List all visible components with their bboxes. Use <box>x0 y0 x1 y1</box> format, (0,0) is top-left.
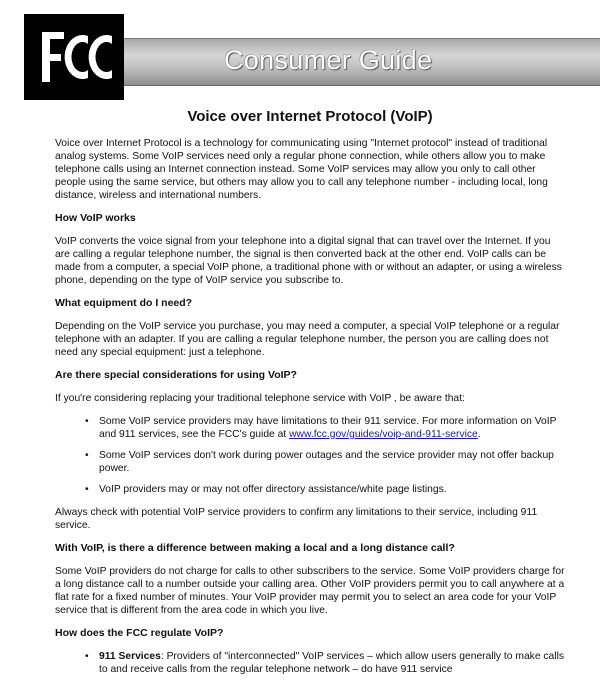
intro-paragraph: Voice over Internet Protocol is a technology for communicating using "Internet protocol" instead of traditional analog systems. Some VoIP services need only a regular phone connection, while others allow you to make telephone calls using an Internet connection instead. Some VoIP services may allow you only to call other people using the same service, but others may allow you to call any telephone number - including local, long distance, wireless and international numbers. <box>55 138 548 201</box>
bullet-icon: • <box>85 651 89 662</box>
consumer-guide-banner <box>124 38 600 86</box>
term-911-services: 911 Services <box>99 651 161 662</box>
section-body-local-long-distance: Some VoIP providers do not charge for calls to other subscribers to the service. Some VoIP providers charge for a long distance call to a number outside your calling area. Other VoIP providers permit you to call anywhere at a flat rate for a fixed number of minutes. Your VoIP provider may permit you to select an area code for your VoIP service that is different from the area code in which you live. <box>55 566 565 616</box>
list-item: • 911 Services: Providers of "interconnected" VoIP services – which allow users generally to make calls to and receive calls from the regular telephone network – do have 911 service <box>85 651 565 675</box>
considerations-list <box>55 415 565 496</box>
section-body-how-voip-works: VoIP converts the voice signal from your telephone into a digital signal that can travel over the Internet. If you are calling a regular telephone number, the signal is then converted back at the other end. VoIP calls can be made from a computer, a special VoIP phone, a traditional phone with or without an adapter, or using a wireless phone, depending on the type of VoIP service you subscribe to. <box>55 236 562 286</box>
fcc-voip-911-guide-link[interactable]: www.fcc.gov/guides/voip-and-911-service <box>289 429 478 440</box>
document-title: Voice over Internet Protocol (VoIP) <box>187 108 433 125</box>
list-item: • VoIP providers may or may not offer directory assistance/white page listings. <box>85 484 447 495</box>
section-heading-equipment: What equipment do I need? <box>55 297 193 309</box>
section-heading-local-long-distance: With VoIP, is there a difference between making a local and a long distance call? <box>55 542 455 554</box>
banner-title: Consumer Guide <box>224 45 433 75</box>
list-item: • Some VoIP services don't work during power outages and the service provider may not offer backup power. <box>85 450 554 474</box>
regulation-list <box>55 650 565 676</box>
bullet-icon: • <box>85 484 89 495</box>
fcc-logo-icon <box>24 14 124 100</box>
section-closing-considerations: Always check with potential VoIP service providers to confirm any limitations to their service, including 911 service. <box>55 507 538 531</box>
bullet-icon: • <box>85 416 89 427</box>
document-content <box>55 108 565 686</box>
section-heading-fcc-regulation: How does the FCC regulate VoIP? <box>55 627 224 639</box>
section-heading-considerations: Are there special considerations for using VoIP? <box>55 369 297 381</box>
section-heading-how-voip-works: How VoIP works <box>55 212 136 224</box>
bullet-icon: • <box>85 450 89 461</box>
fcc-logo <box>24 14 124 100</box>
section-body-equipment: Depending on the VoIP service you purchase, you may need a computer, a special VoIP telephone or a regular telephone with an adapter. If you are calling a regular telephone number, the person you are calling does not need any special equipment: just a telephone. <box>55 321 560 358</box>
list-item: • Some VoIP service providers may have limitations to their 911 service. For more information on VoIP and 911 services, see the FCC's guide at www.fcc.gov/guides/voip-and-911-service. <box>85 416 557 440</box>
header <box>0 0 600 110</box>
section-lead-considerations: If you're considering replacing your traditional telephone service with VoIP , be aware that: <box>55 393 465 404</box>
